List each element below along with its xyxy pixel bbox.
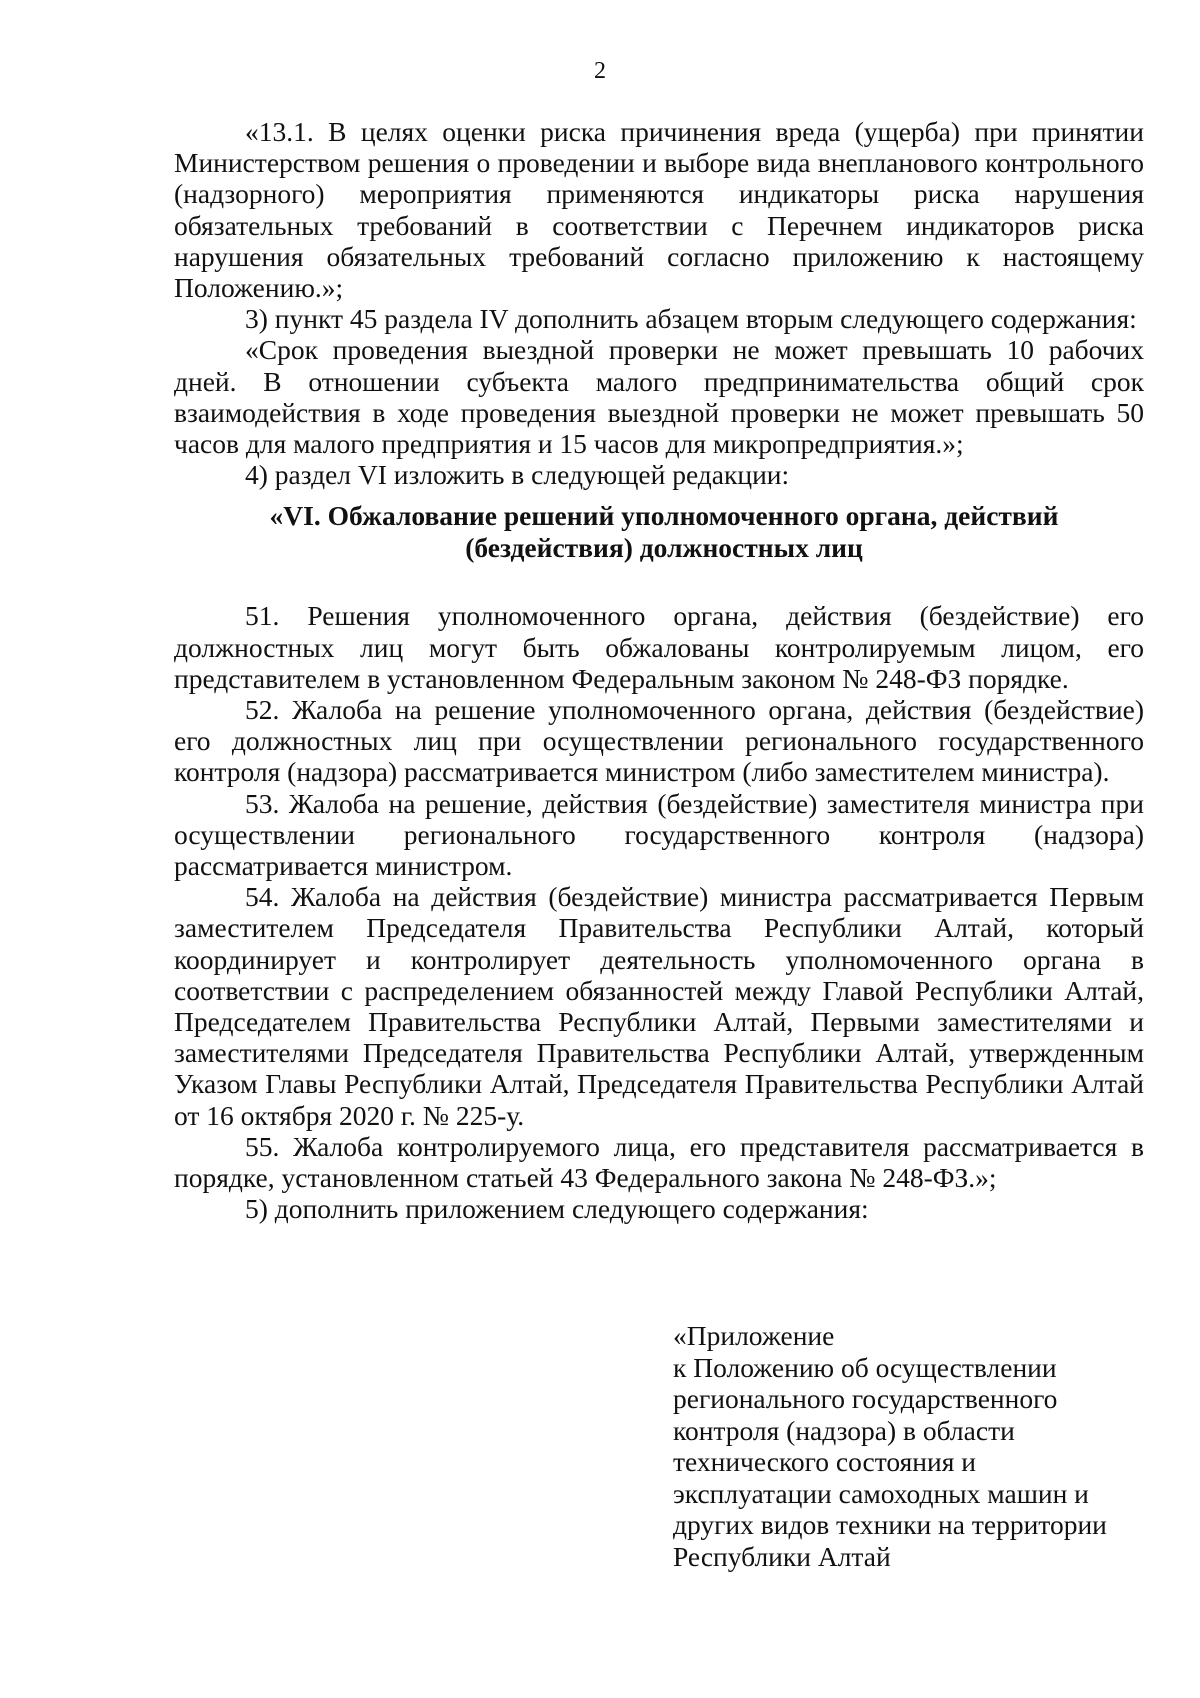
paragraph-52: 52. Жалоба на решение уполномоченного органа, действия (бездействие) его должностных лиц при осуществлении регионального государственного контроля (надзора) рассматривается министром (либо заместителем министра). [174,694,1144,788]
paragraph-item-4: 4) раздел VI изложить в следующей редакции: [245,459,790,491]
paragraph-54: 54. Жалоба на действия (бездействие) министра рассматривается Первым заместителем Председателя Правительства Республики Алтай, который координирует и контролирует деятельность уполномоченного органа в соответствии с распределением обязанностей между Главой Республики Алтай, Председателем Правительства Республики Алтай, Первыми заместителями и заместителями Председателя Правительства Республики Алтай, утвержденным Указом Главы Республики Алтай, Председателя Правительства Республики Алтай от 16 октября 2020 г. № 225-у. [174,881,1144,1131]
paragraph-55: 55. Жалоба контролируемого лица, его представителя рассматривается в порядке, установленном статьей 43 Федерального закона № 248-ФЗ.»; [174,1130,1144,1194]
paragraph-53: 53. Жалоба на решение, действия (бездействие) заместителя министра при осуществлении регионального государственного контроля (надзора) рассматривается министром. [174,787,1144,882]
appendix-line: Республики Алтай [673,1540,891,1572]
appendix-line: регионального государственного [673,1383,1058,1414]
appendix-line: технического состояния и [673,1446,976,1477]
document-body [174,116,1144,1225]
appendix-line: контроля (надзора) в области [673,1414,1015,1446]
section-heading [174,500,1144,563]
spacer [174,563,1144,600]
appendix-line: эксплуатации самоходных машин и [673,1477,1089,1509]
paragraph-item-3: 3) пункт 45 раздела IV дополнить абзацем вторым следующего содержания: [245,303,1137,335]
paragraph-inspection-term: «Срок проведения выездной проверки не может превышать 10 рабочих дней. В отношении субъекта малого предпринимательства общий срок взаимодействия в ходе проведения выездной проверки не может превышать 50 часов для малого предприятия и 15 часов для микропредприятия.»; [174,334,1144,460]
section-heading-line-2: (бездействия) должностных лиц [465,531,863,563]
appendix-line: других видов техники на территории [673,1509,1107,1540]
appendix-block [673,1320,1153,1572]
paragraph-13-1: «13.1. В целях оценки риска причинения вреда (ущерба) при принятии Министерством решения о проведении и выборе вида внепланового контрольного (надзорного) мероприятия применяются индикаторы риска нарушения обязательных требований в соответствии с Перечнем индикаторов риска нарушения обязательных требований согласно приложению к настоящему Положению.»; [174,116,1144,304]
paragraph-51: 51. Решения уполномоченного органа, действия (бездействие) его должностных лиц могут быть обжалованы контролируемым лицом, его представителем в установленном Федеральным законом № 248-ФЗ порядке. [174,600,1144,694]
appendix-line: к Положению об осуществлении [673,1351,1057,1383]
page-number: 2 [594,58,606,84]
paragraph-item-5: 5) дополнить приложением следующего содержания: [245,1193,869,1225]
appendix-line: «Приложение [673,1320,835,1351]
section-heading-line-1: «VI. Обжалование решений уполномоченного органа, действий [269,500,1059,532]
